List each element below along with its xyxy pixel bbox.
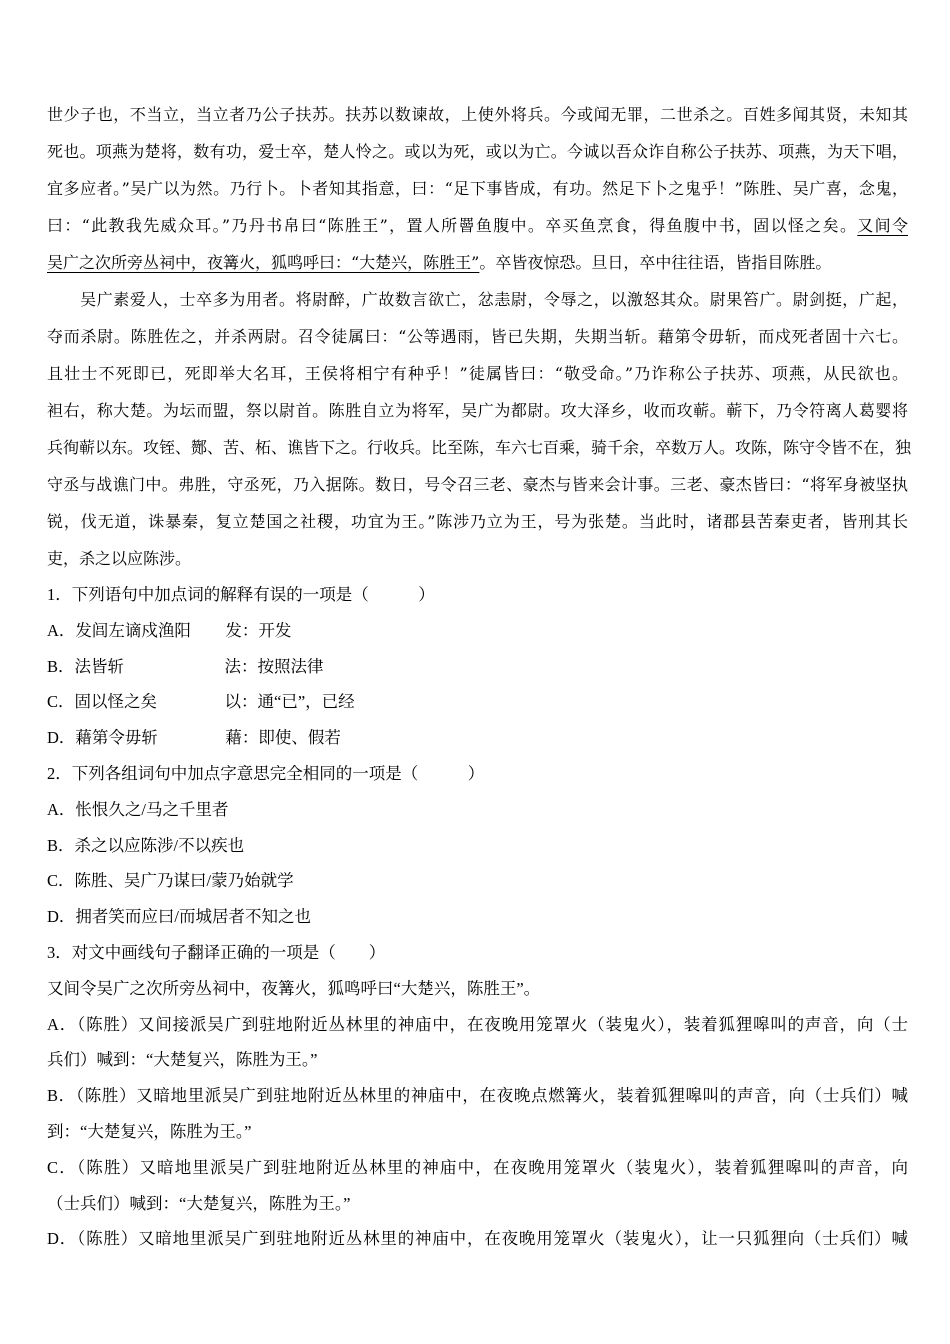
option-line: D．（陈胜）又暗地里派吴广到驻地附近丛林里的神庙中，在夜晚用笼罩火（装鬼火），让一只狐狸向（士兵们）喊 <box>47 1229 908 1249</box>
passage-line: 世少子也，不当立，当立者乃公子扶苏。扶苏以数谏故，上使外将兵。今或闻无罪，二世杀之。百姓多闻其贤，未知其 <box>47 105 908 124</box>
passage-paragraph-1 <box>47 96 908 281</box>
passage-paragraph-2 <box>47 281 912 577</box>
question-2 <box>47 756 908 935</box>
passage-line: 夺而杀尉。陈胜佐之，并杀两尉。召令徒属曰：“公等遇雨，皆已失期，失期当斩。藉第令毋斩，而戍死者固十六七。 <box>47 327 908 346</box>
option-c: C．固以怪之矣 以：通“已”，已经 <box>47 692 355 712</box>
passage-line: 吴广素爱人，士卒多为用者。将尉醉，广故数言欲亡，忿恚尉，令辱之，以激怒其众。尉果笞广。尉剑挺，广起， <box>47 290 908 309</box>
option-line: 兵们）喊到：“大楚复兴，陈胜为王。” <box>47 1050 318 1070</box>
passage-line: 守丞与战谯门中。弗胜，守丞死，乃入据陈。数日，号令召三老、豪杰与皆来会计事。三老、豪杰皆曰：“将军身被坚执 <box>47 475 908 494</box>
passage-line-with-underline <box>47 207 908 244</box>
question-stem: 2．下列各组词句中加点字意思完全相同的一项是（ ） <box>47 763 485 783</box>
option-line: A．（陈胜）又间接派吴广到驻地附近丛林里的神庙中，在夜晚用笼罩火（装鬼火），装着狐狸嗥叫的声音，向（士 <box>47 1014 908 1034</box>
option-line: 到：“大楚复兴，陈胜为王。” <box>47 1121 252 1141</box>
underlined-sentence-end: 吴广之次所旁丛祠中，夜篝火，狐鸣呼曰：“大楚兴，陈胜王” <box>47 253 480 272</box>
option-b <box>47 1078 908 1150</box>
passage-line-with-underline <box>47 244 908 281</box>
option-b: B．杀之以应陈涉/不以疾也 <box>47 835 245 855</box>
option-c <box>47 1150 908 1222</box>
question-stem: 3．对文中画线句子翻译正确的一项是（ ） <box>47 942 386 962</box>
passage-line: 宜多应者。”吴广以为然。乃行卜。卜者知其指意，曰：“足下事皆成，有功。然足下卜之鬼乎！”陈胜、吴广喜，念鬼， <box>47 179 908 198</box>
passage-line: 兵徇蕲以东。攻铚、酂、苦、柘、谯皆下之。行收兵。比至陈，车六七百乘，骑千余，卒数万人。攻陈，陈守令皆不在，独 <box>47 438 912 457</box>
option-b: B．法皆斩 法：按照法律 <box>47 656 324 676</box>
underlined-sentence-start: 又间令 <box>857 216 908 235</box>
option-a <box>47 1007 908 1079</box>
document-page <box>47 96 912 1257</box>
option-d: D．拥者笑而应曰/而城居者不知之也 <box>47 907 311 927</box>
option-d <box>47 1221 908 1257</box>
question-3 <box>47 935 908 1257</box>
option-a: A．发闾左谪戍渔阳 发：开发 <box>47 620 292 640</box>
passage-text: 曰：“此教我先威众耳。”乃丹书帛曰“陈胜王”，置人所罾鱼腹中。卒买鱼烹食，得鱼腹中书，固以怪之矣。 <box>47 216 858 235</box>
passage-line: 且壮士不死即已，死即举大名耳，王侯将相宁有种乎！”徒属皆曰：“敬受命。”乃诈称公子扶苏、项燕，从民欲也。 <box>47 364 908 383</box>
option-a: A．怅恨久之/马之千里者 <box>47 799 229 819</box>
question-stem: 1．下列语句中加点词的解释有误的一项是（ ） <box>47 585 435 604</box>
option-c: C．陈胜、吴广乃谋曰/蒙乃始就学 <box>47 871 294 891</box>
option-line: B．（陈胜）又暗地里派吴广到驻地附近丛林里的神庙中，在夜晚点燃篝火，装着狐狸嗥叫的声音，向（士兵们）喊 <box>47 1086 908 1106</box>
passage-line: 锐，伐无道，诛暴秦，复立楚国之社稷，功宜为王。”陈涉乃立为王，号为张楚。当此时，诸郡县苦秦吏者，皆刑其长 <box>47 512 908 531</box>
option-line: （士兵们）喊到：“大楚复兴，陈胜为王。” <box>47 1193 351 1213</box>
passage-line: 死也。项燕为楚将，数有功，爱士卒，楚人怜之。或以为死，或以为亡。今诚以吾众诈自称公子扶苏、项燕，为天下唱， <box>47 142 908 161</box>
quoted-sentence: 又间令吴广之次所旁丛祠中，夜篝火，狐鸣呼曰“大楚兴，陈胜王”。 <box>47 978 541 998</box>
passage-text: 。卒皆夜惊恐。旦日，卒中往往语，皆指目陈胜。 <box>479 253 832 272</box>
question-1 <box>47 577 908 756</box>
passage-line: 吏，杀之以应陈涉。 <box>47 549 192 568</box>
option-d: D．藉第令毋斩 藉：即使、假若 <box>47 728 341 748</box>
option-line: C．（陈胜）又暗地里派吴广到驻地附近丛林里的神庙中，在夜晚用笼罩火（装鬼火），装着狐狸嗥叫的声音，向 <box>47 1157 908 1177</box>
passage-line: 袒右，称大楚。为坛而盟，祭以尉首。陈胜自立为将军，吴广为都尉。攻大泽乡，收而攻蕲。蕲下，乃令符离人葛婴将 <box>47 401 908 420</box>
